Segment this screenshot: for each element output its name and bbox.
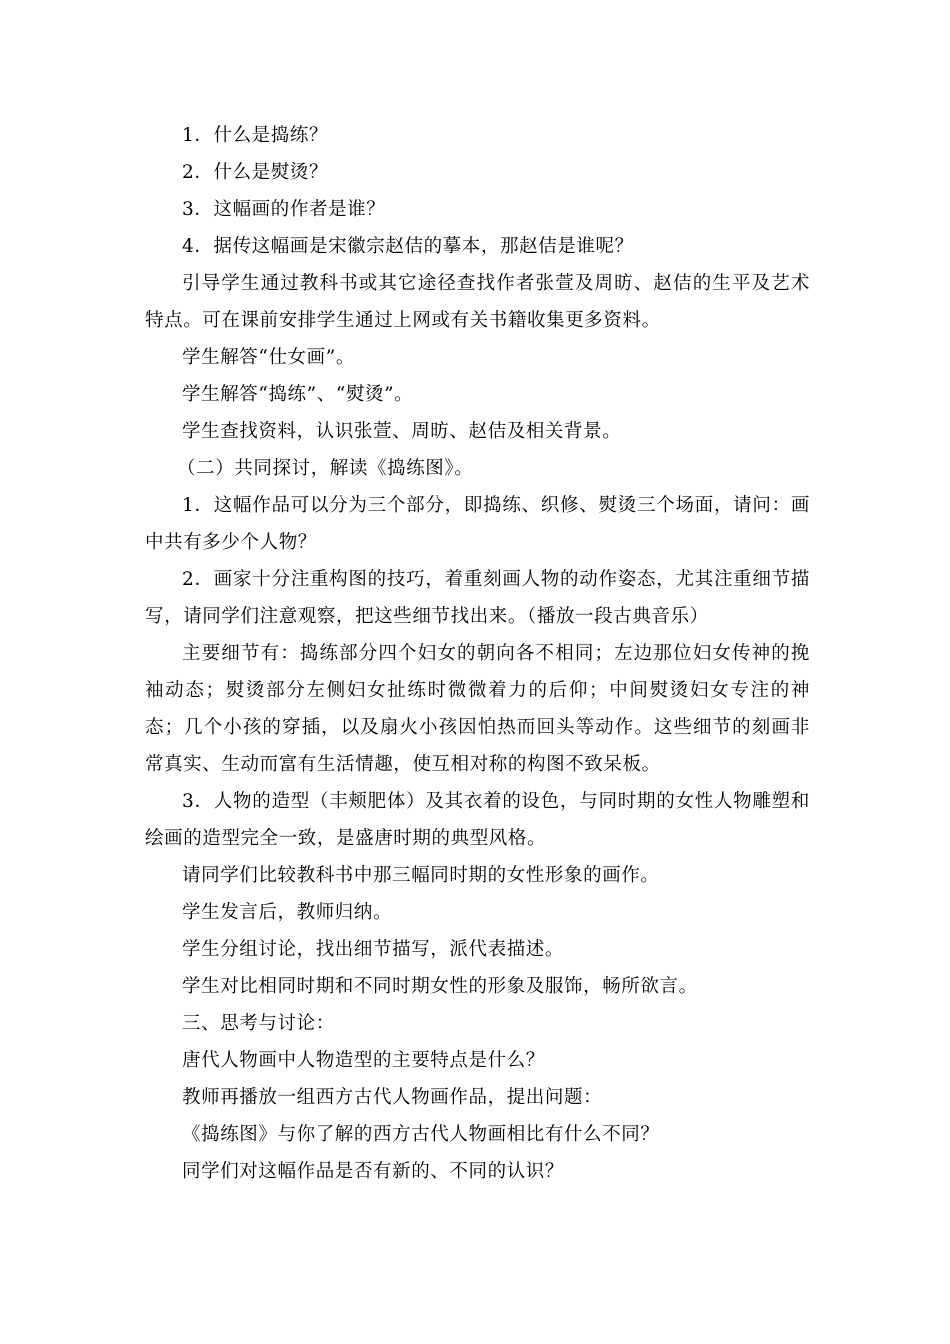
section-heading: 三、思考与讨论： <box>182 1013 335 1034</box>
question-item: 2．什么是熨烫？ <box>182 162 329 183</box>
body-paragraph: 引导学生通过教科书或其它途径查找作者张萱及周昉、赵佶的生平及艺术特点。可在课前安排学生通过上网或有关书籍收集更多资料。 <box>145 273 810 331</box>
body-paragraph: 2．画家十分注重构图的技巧，着重刻画人物的动作姿态，尤其注重细节描写，请同学们注意观察，把这些细节找出来。（播放一段古典音乐） <box>145 569 810 627</box>
section-heading: （二）共同探讨，解读《捣练图》。 <box>177 458 474 479</box>
body-paragraph: 学生解答“仕女画”。 <box>182 347 355 368</box>
body-paragraph: 学生对比相同时期和不同时期女性的形象及服饰，畅所欲言。 <box>182 976 698 997</box>
body-paragraph: 同学们对这幅作品是否有新的、不同的认识？ <box>182 1161 565 1182</box>
body-paragraph: 学生解答“捣练”、“熨烫”。 <box>182 384 414 405</box>
body-paragraph: 请同学们比较教科书中那三幅同时期的女性形象的画作。 <box>182 865 660 886</box>
body-paragraph: 主要细节有：捣练部分四个妇女的朝向各不相同；左边那位妇女传神的挽袖动态；熨烫部分左侧妇女扯练时微微着力的后仰；中间熨烫妇女专注的神态；几个小孩的穿插，以及扇火小孩因怕热而回头等动作。这些细节的刻画非常真实、生动而富有生活情趣，使互相对称的构图不致呆板。 <box>145 643 810 775</box>
document-page <box>145 117 810 1190</box>
body-paragraph: 唐代人物画中人物造型的主要特点是什么？ <box>182 1050 545 1071</box>
body-paragraph: 1．这幅作品可以分为三个部分，即捣练、织修、熨烫三个场面，请问：画中共有多少个人物？ <box>145 495 810 553</box>
body-paragraph: 学生查找资料，认识张萱、周昉、赵佶及相关背景。 <box>182 421 622 442</box>
body-paragraph: 《捣练图》与你了解的西方古代人物画相比有什么不同？ <box>182 1124 660 1145</box>
body-paragraph: 教师再播放一组西方古代人物画作品，提出问题： <box>182 1087 603 1108</box>
question-item: 1．什么是捣练？ <box>182 125 329 146</box>
body-paragraph: 学生分组讨论，找出细节描写，派代表描述。 <box>182 939 565 960</box>
question-item: 4．据传这幅画是宋徽宗赵佶的摹本，那赵佶是谁呢？ <box>182 236 634 257</box>
body-paragraph: 3．人物的造型（丰颊肥体）及其衣着的设色，与同时期的女性人物雕塑和绘画的造型完全一致，是盛唐时期的典型风格。 <box>145 791 810 849</box>
body-paragraph: 学生发言后，教师归纳。 <box>182 902 393 923</box>
question-item: 3．这幅画的作者是谁？ <box>182 199 386 220</box>
